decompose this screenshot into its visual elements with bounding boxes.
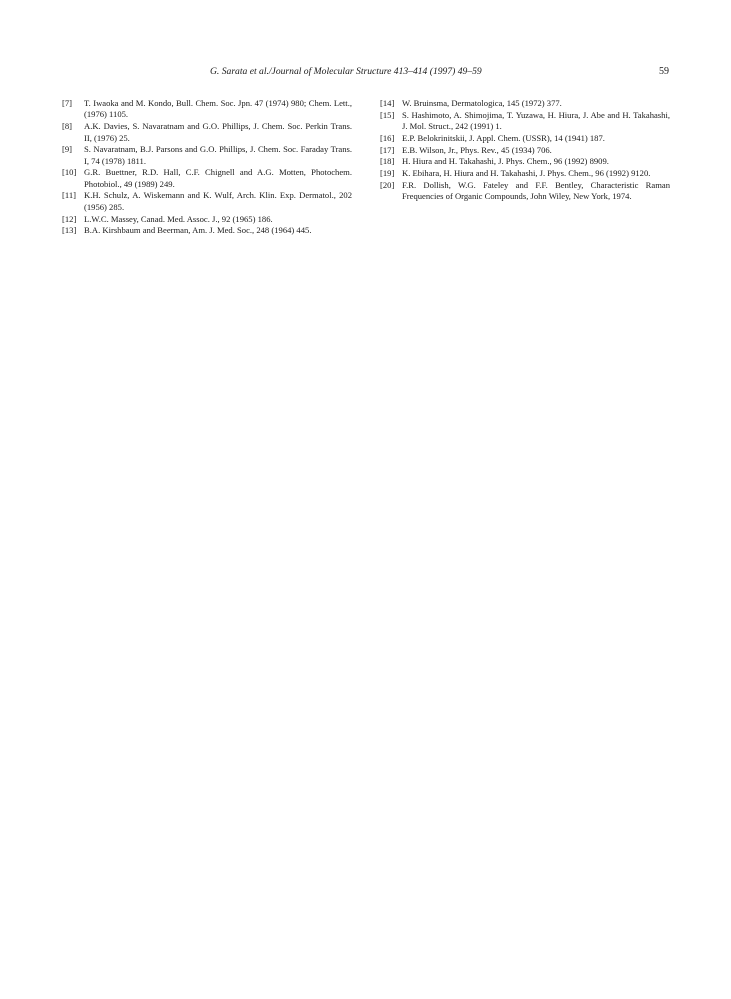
reference-14 [380, 98, 670, 109]
reference-number: [15] [380, 109, 395, 120]
reference-text: E.P. Belokrinitskii, J. Appl. Chem. (USSR), 14 (1941) 187. [402, 132, 605, 143]
reference-text: T. Iwaoka and M. Kondo, Bull. Chem. Soc. Jpn. 47 (1974) 980; Chem. Lett., (1976) 1105. [84, 98, 352, 120]
reference-number: [14] [380, 98, 395, 108]
reference-15 [380, 110, 670, 133]
reference-12 [62, 214, 352, 225]
reference-number: [16] [380, 132, 395, 143]
reference-text: A.K. Davies, S. Navaratnam and G.O. Phillips, J. Chem. Soc. Perkin Trans. II, (1976) 25. [84, 121, 352, 143]
reference-10 [62, 167, 352, 190]
reference-text: L.W.C. Massey, Canad. Med. Assoc. J., 92 (1965) 186. [84, 213, 273, 224]
reference-text: K.H. Schulz, A. Wiskemann and K. Wulf, Arch. Klin. Exp. Dermatol., 202 (1956) 285. [84, 190, 352, 212]
reference-number: [9] [62, 144, 73, 155]
reference-text: H. Hiura and H. Takahashi, J. Phys. Chem., 96 (1992) 8909. [402, 156, 609, 167]
reference-number: [20] [380, 179, 395, 190]
reference-17 [380, 145, 670, 156]
reference-text: S. Navaratnam, B.J. Parsons and G.O. Phillips, J. Chem. Soc. Faraday Trans. I, 74 (1978) 1811. [84, 144, 352, 166]
reference-text: G.R. Buettner, R.D. Hall, C.F. Chignell and A.G. Motten, Photochem. Photobiol., 49 (1989) 249. [84, 167, 352, 189]
reference-18 [380, 156, 670, 167]
reference-text: S. Hashimoto, A. Shimojima, T. Yuzawa, H. Hiura, J. Abe and H. Takahashi, J. Mol. Struct., 242 (1991) 1. [402, 109, 670, 132]
reference-19 [380, 168, 670, 179]
reference-text: E.B. Wilson, Jr., Phys. Rev., 45 (1934) 706. [402, 144, 552, 155]
reference-text: F.R. Dollish, W.G. Fateley and F.F. Bentley, Characteristic Raman Frequencies of Organic Compounds, John Wiley, New York, 1974. [402, 179, 670, 202]
page-number: 59 [659, 66, 669, 77]
reference-number: [8] [62, 121, 73, 132]
reference-16 [380, 133, 670, 144]
reference-7 [62, 98, 352, 121]
references-left-column [62, 98, 352, 237]
reference-11 [62, 190, 352, 213]
reference-8 [62, 121, 352, 144]
reference-number: [13] [62, 225, 77, 236]
reference-number: [11] [62, 190, 76, 201]
reference-13 [62, 225, 352, 236]
reference-20 [380, 180, 670, 203]
reference-text: B.A. Kirshbaum and Beerman, Am. J. Med. Soc., 248 (1964) 445. [84, 225, 312, 236]
reference-number: [10] [62, 167, 77, 178]
reference-number: [12] [62, 213, 77, 224]
reference-number: [17] [380, 144, 395, 155]
running-title: G. Sarata et al./Journal of Molecular Structure 413–414 (1997) 49–59 [210, 66, 482, 77]
reference-text: W. Bruinsma, Dermatologica, 145 (1972) 377. [402, 98, 562, 108]
reference-number: [18] [380, 156, 395, 167]
reference-number: [7] [62, 98, 73, 108]
running-header [0, 66, 731, 80]
reference-number: [19] [380, 167, 395, 178]
reference-text: K. Ebihara, H. Hiura and H. Takahashi, J. Phys. Chem., 96 (1992) 9120. [402, 167, 651, 178]
references-right-column [380, 98, 670, 203]
reference-9 [62, 144, 352, 167]
